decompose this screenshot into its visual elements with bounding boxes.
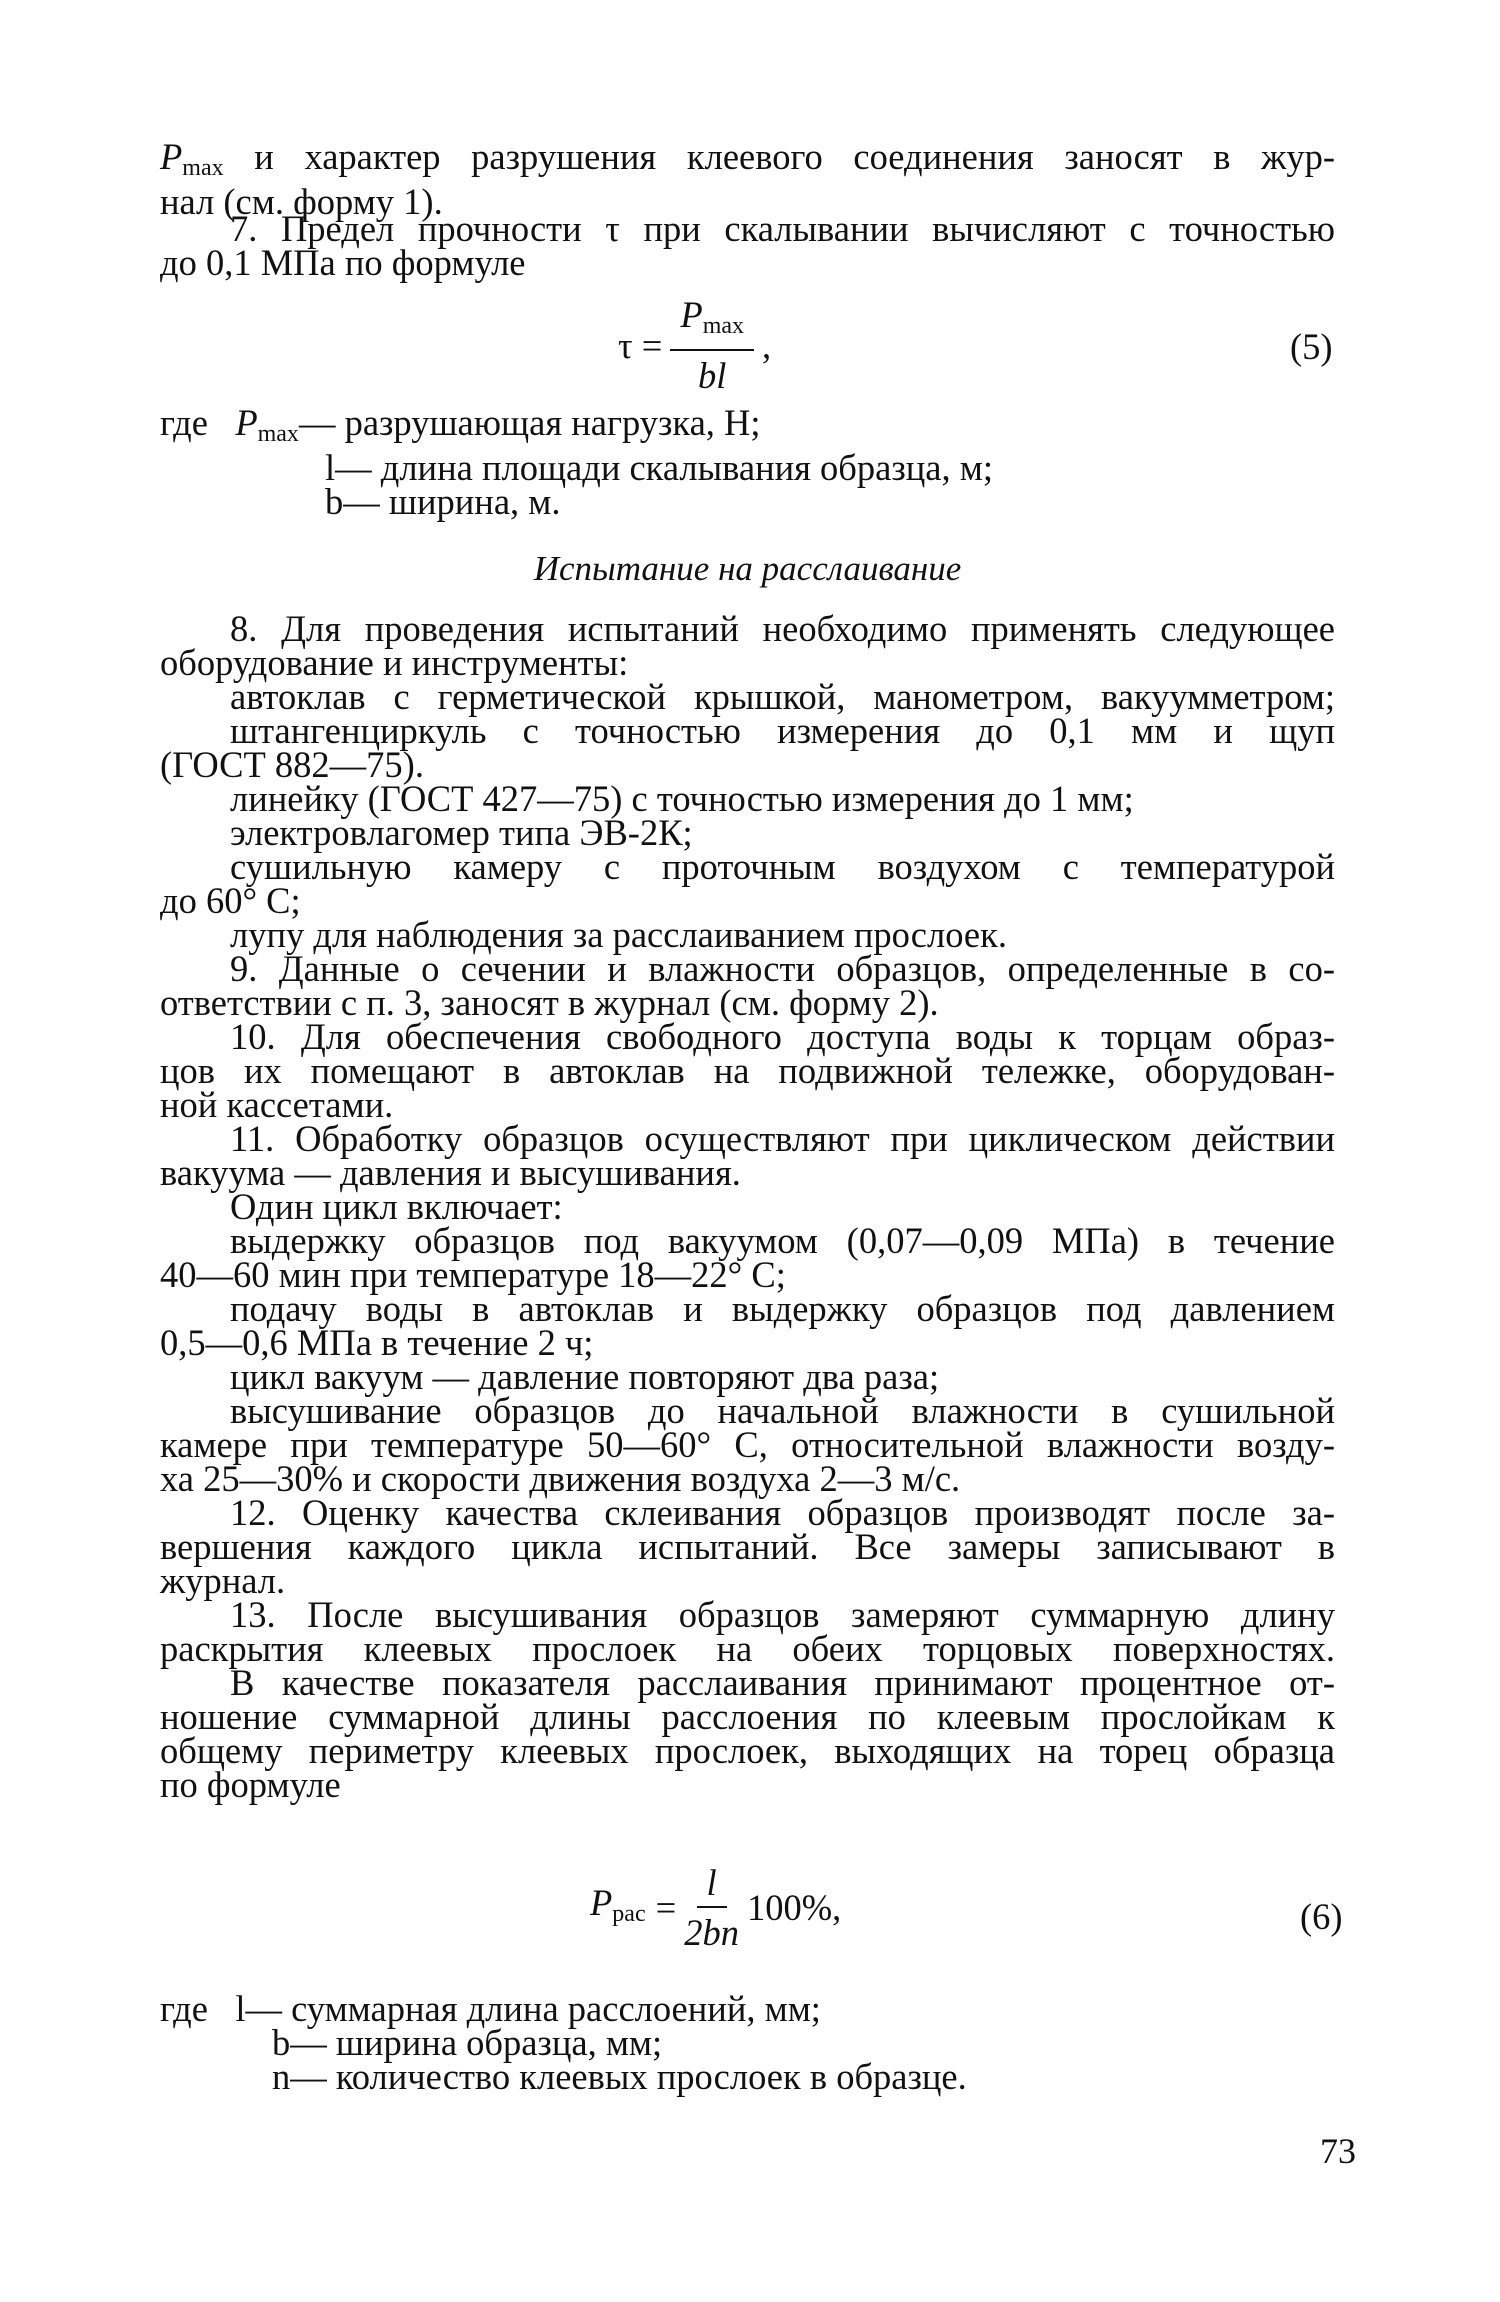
paragraph-7 bbox=[160, 208, 1335, 283]
text-line: вакуума — давления и высушивания. bbox=[160, 1152, 741, 1193]
definitions-6 bbox=[160, 1988, 967, 2097]
subscript: max bbox=[702, 313, 745, 339]
definition-row bbox=[160, 402, 993, 451]
text-line: В качестве показателя расслаивания принимают процентное от- bbox=[230, 1662, 1335, 1703]
definition-row: n— количество клеевых прослоек в образце. bbox=[272, 2056, 967, 2097]
definition-row: b— ширина образца, мм; bbox=[272, 2022, 663, 2063]
text-line: цов их помещают в автоклав на подвижной тележке, оборудован- bbox=[160, 1050, 1335, 1091]
percent-term: 100%, bbox=[746, 1887, 842, 1928]
paragraphs-9-13 bbox=[160, 948, 1335, 1805]
text-line: вершения каждого цикла испытаний. Все замеры записывают в bbox=[160, 1526, 1335, 1567]
where-label: где bbox=[160, 1988, 208, 2029]
definition-text: — разрушающая нагрузка, Н; bbox=[298, 402, 761, 443]
text-line: общему периметру клеевых прослоек, выходящих на торец образца bbox=[160, 1730, 1335, 1771]
subscript: рас bbox=[612, 1900, 646, 1927]
text-line: 9. Данные о сечении и влажности образцов, определенные в со- bbox=[230, 948, 1335, 989]
text-line bbox=[160, 136, 1336, 185]
text-line: ха 25—30% и скорости движения воздуха 2—3 м/с. bbox=[160, 1458, 961, 1499]
list-item: электровлагомер типа ЭВ-2К; bbox=[230, 812, 693, 853]
text-line: 12. Оценку качества склеивания образцов производят после за- bbox=[230, 1492, 1335, 1533]
text-line: 40—60 мин при температуре 18—22° С; bbox=[160, 1254, 786, 1295]
where-label: где bbox=[160, 402, 208, 443]
fraction-denominator: bl bbox=[698, 355, 727, 396]
text-line: 0,5—0,6 МПа в течение 2 ч; bbox=[160, 1322, 594, 1363]
text-line: 7. Предел прочности τ при скалывании вычисляют с точностью bbox=[230, 208, 1335, 249]
fraction bbox=[684, 1864, 739, 1952]
text-line: ношение суммарной длины расслоения по клеевым прослойкам к bbox=[160, 1696, 1335, 1737]
page-number: 73 bbox=[1320, 2131, 1356, 2171]
text-line: до 0,1 МПа по формуле bbox=[160, 242, 526, 283]
text-line: выдержку образцов под вакуумом (0,07—0,09 МПа) в течение bbox=[230, 1220, 1335, 1261]
formula-lhs bbox=[590, 1881, 646, 1931]
text-line: 8. Для проведения испытаний необходимо применять следующее bbox=[230, 608, 1335, 649]
subscript: max bbox=[182, 155, 224, 181]
text-line: 10. Для обеспечения свободного доступа воды к торцам образ- bbox=[230, 1016, 1335, 1057]
text-span: и характер разрушения клеевого соединения заносят в жур- bbox=[254, 136, 1336, 177]
text-line: оборудование и инструменты: bbox=[160, 642, 629, 683]
symbol: P bbox=[235, 402, 258, 443]
text-line: цикл вакуум — давление повторяют два раза; bbox=[230, 1356, 940, 1397]
equation-number: (5) bbox=[1290, 326, 1333, 367]
equals-sign: = bbox=[655, 1887, 677, 1928]
text-line: ной кассетами. bbox=[160, 1084, 394, 1125]
text-line: по формуле bbox=[160, 1764, 341, 1805]
definition-text: l— суммарная длина расслоений, мм; bbox=[235, 1988, 821, 2029]
list-item-continuation: до 60° С; bbox=[160, 880, 301, 921]
list-item-continuation: (ГОСТ 882—75). bbox=[160, 744, 424, 785]
fraction-numerator: l bbox=[697, 1864, 727, 1908]
definitions-5 bbox=[160, 402, 993, 522]
text-line: журнал. bbox=[160, 1560, 286, 1601]
subscript: max bbox=[257, 421, 299, 447]
text-line: Один цикл включает: bbox=[230, 1186, 563, 1227]
text-line: нал (см. форму 1). bbox=[160, 181, 443, 222]
definition-row: l— длина площади скалывания образца, м; bbox=[325, 447, 993, 488]
fraction-numerator bbox=[670, 296, 754, 351]
text-line: 13. После высушивания образцов замеряют суммарную длину bbox=[230, 1594, 1335, 1635]
definition-row bbox=[160, 1988, 967, 2029]
list-item: автоклав с герметической крышкой, манометром, вакуумметром; bbox=[230, 676, 1335, 717]
text-line: камере при температуре 50—60° С, относительной влажности возду- bbox=[160, 1424, 1335, 1465]
definition-row: b— ширина, м. bbox=[325, 481, 561, 522]
formula-lhs: τ = bbox=[618, 324, 663, 366]
list-item: штангенциркуль с точностью измерения до 0,1 мм и щуп bbox=[230, 710, 1335, 751]
formula-5 bbox=[618, 296, 771, 395]
text-line: высушивание образцов до начальной влажности в сушильной bbox=[230, 1390, 1335, 1431]
list-item: сушильную камеру с проточным воздухом с температурой bbox=[230, 846, 1335, 887]
fraction-denominator: 2bn bbox=[684, 1912, 739, 1953]
symbol: P bbox=[160, 136, 183, 177]
formula-comma: , bbox=[762, 324, 772, 366]
list-item: лупу для наблюдения за расслаиванием прослоек. bbox=[230, 914, 1007, 955]
section-heading: Испытание на расслаивание bbox=[533, 549, 962, 588]
text-line: раскрытия клеевых прослоек на обеих торцовых поверхностях. bbox=[160, 1628, 1335, 1669]
equation-number: (6) bbox=[1300, 1896, 1343, 1937]
fraction bbox=[670, 296, 754, 395]
text-line: ответствии с п. 3, заносят в журнал (см. форму 2). bbox=[160, 982, 939, 1023]
formula-6 bbox=[590, 1864, 841, 1952]
text-line: подачу воды в автоклав и выдержку образцов под давлением bbox=[230, 1288, 1335, 1329]
symbol: P bbox=[680, 294, 703, 335]
paragraph-8 bbox=[160, 608, 1335, 955]
text-line: 11. Обработку образцов осуществляют при циклическом действии bbox=[230, 1118, 1335, 1159]
list-item: линейку (ГОСТ 427—75) с точностью измерения до 1 мм; bbox=[230, 778, 1134, 819]
symbol: P bbox=[590, 1881, 613, 1923]
